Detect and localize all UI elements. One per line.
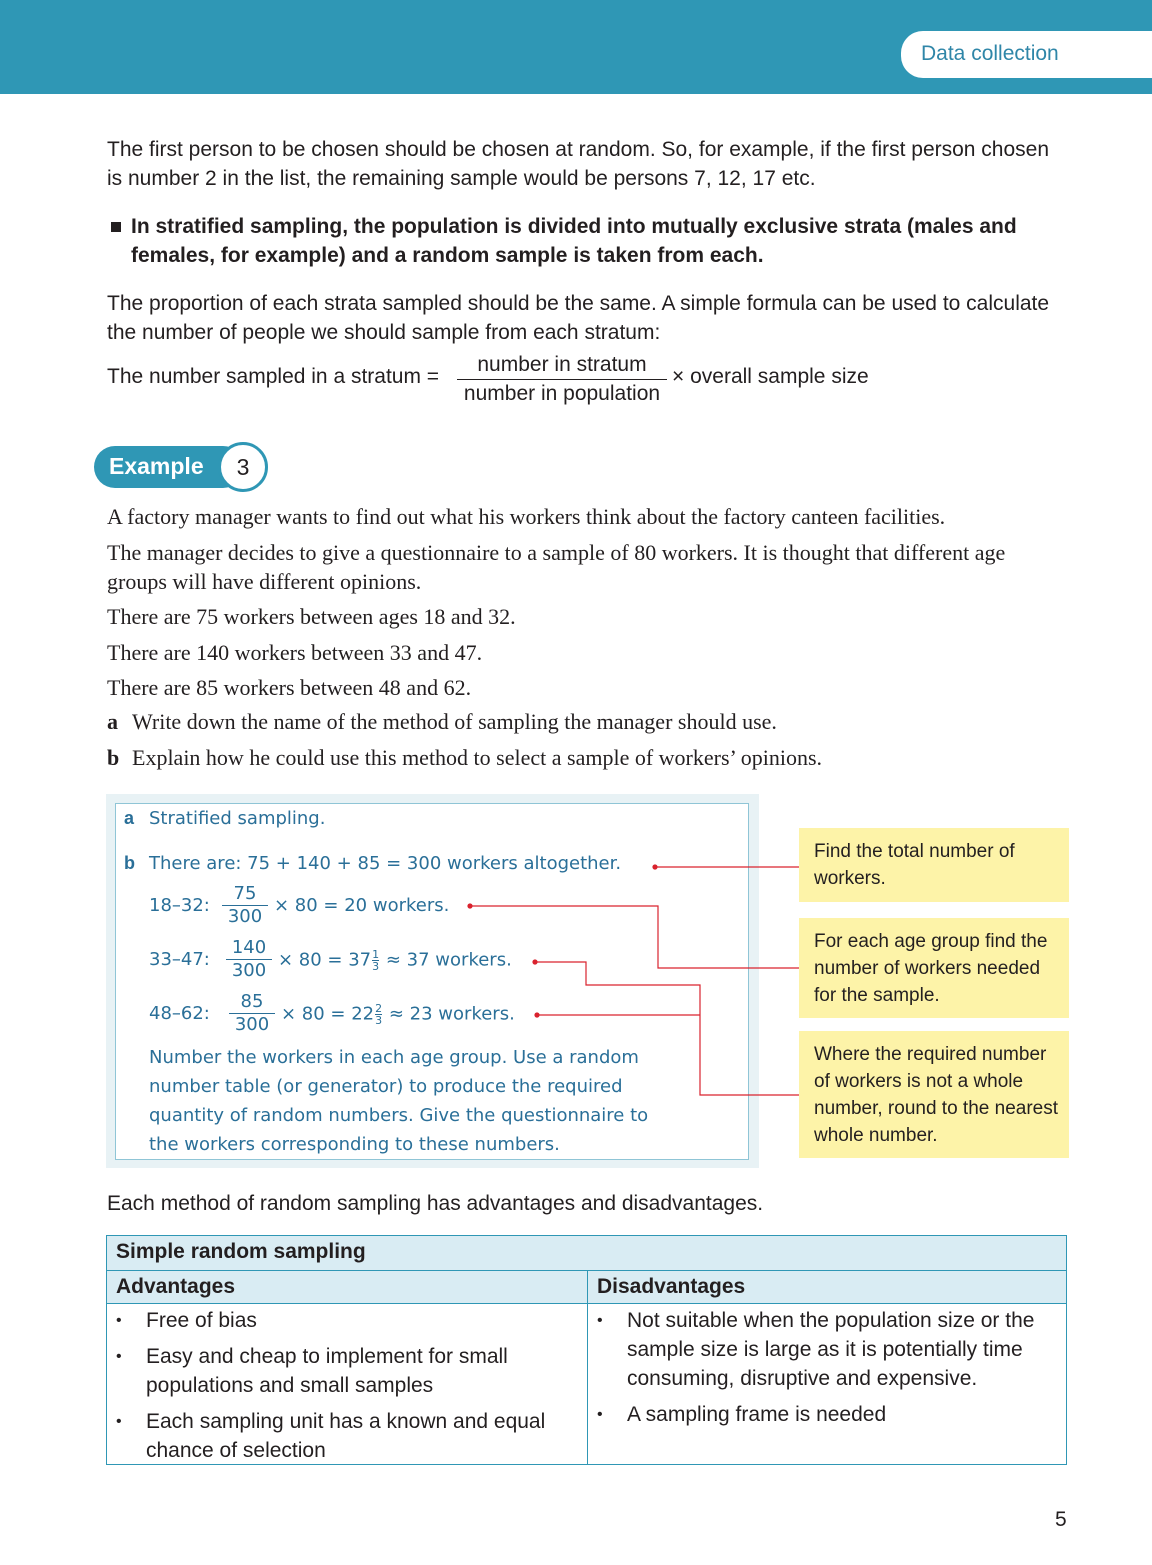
formula-lhs: The number sampled in a stratum = [107,365,440,388]
solution-b-label: b [124,853,135,873]
age-group-label: 18–32: [149,895,210,916]
age-group-label: 33–47: [149,949,210,970]
note-text: Find the total number of workers. [814,841,1015,889]
example-line: There are 140 workers between 33 and 47. [107,640,483,665]
mixed-numerator: 2 [375,1002,383,1015]
table-title-row [107,1236,1066,1271]
mixed-numerator: 1 [372,948,380,961]
formula-denominator: number in population [463,382,661,405]
key-point: In stratified sampling, the population is divided into mutually exclusive strata (males and females, for example) and a random sample is taken from each. [131,215,1017,267]
rounded-result: ≈ 37 workers. [385,949,512,971]
fraction-denominator: 300 [229,1013,275,1036]
proportion-paragraph: The proportion of each strata sampled should be the same. A simple formula can be used to calculate the number of people we should sample from each stratum: [107,292,1050,344]
connector-line [535,962,799,1095]
age-group-label: 48–62: [149,1003,210,1024]
disadvantage-item: A sampling frame is needed [627,1403,887,1426]
disadvantage-item: Not suitable when the population size or the sample size is large as it is potentially time consuming, disruptive and expensive. [627,1309,1035,1390]
connector-line [470,906,799,968]
intro-paragraph: The first person to be chosen should be chosen at random. So, for example, if the first person chosen is number 2 in the list, the remaining sample would be persons 7, 12, 17 etc. [107,138,1050,190]
fraction-denominator: 300 [222,905,268,928]
solution-b-text: There are: 75 + 140 + 85 = 300 workers altogether. [149,853,622,874]
solution-a-label: a [124,808,135,828]
question-label: b [107,745,120,770]
advantages-header [107,1271,587,1304]
advantage-item: Free of bias [146,1309,257,1332]
table-title: Simple random sampling [116,1240,366,1263]
column-divider [587,1271,588,1465]
note-text: Where the required number of workers is not a whole number, round to the nearest whole number. [814,1044,1058,1146]
bullet-icon: • [116,1413,122,1430]
example-line: The manager decides to give a questionnaire to a sample of 80 workers. It is thought that different age groups will have different opinions. [107,540,1006,594]
advantage-item: Each sampling unit has a known and equal chance of selection [146,1410,546,1462]
example-line: A factory manager wants to find out what his workers think about the factory canteen facilities. [107,504,946,529]
example-label: Example [109,453,204,479]
example-line: There are 85 workers between 48 and 62. [107,675,472,700]
rounded-result: ≈ 23 workers. [388,1003,515,1025]
bullet-icon: • [597,1406,603,1423]
advantages-header-label: Advantages [116,1275,236,1298]
fraction-numerator: 85 [240,991,264,1012]
fraction-denominator: 300 [226,959,272,982]
mixed-denominator: 3 [372,960,380,973]
example-line: There are 75 workers between ages 18 and 32. [107,604,516,629]
bullet-icon: • [597,1312,603,1329]
example-number: 3 [218,442,268,492]
advantage-item: Easy and cheap to implement for small populations and small samples [146,1345,508,1397]
disadvantages-header [588,1271,1066,1304]
page-number: 5 [1055,1508,1067,1531]
section-title: Data collection [921,42,1059,65]
sampling-table [106,1235,1067,1465]
result-value: × 80 = 37 [278,949,372,971]
note-text: For each age group find the number of workers needed for the sample. [814,931,1048,1006]
question-text: Explain how he could use this method to select a sample of workers’ opinions. [132,745,823,770]
result-value: × 80 = 22 [281,1003,375,1025]
solution-explanation: Number the workers in each age group. Use a random number table (or generator) to produce the required quantity of random numbers. Give the questionnaire to the workers corresponding to these numbers. [149,1047,649,1155]
sample-result: × 80 = 20 workers. [274,895,450,916]
fraction-numerator: 75 [233,883,257,904]
question-text: Write down the name of the method of sampling the manager should use. [132,709,777,734]
table-caption: Each method of random sampling has advantages and disadvantages. [107,1192,764,1215]
formula-numerator: number in stratum [477,353,647,376]
solution-a-text: Stratified sampling. [149,808,326,829]
fraction-numerator: 140 [231,937,267,958]
disadvantages-header-label: Disadvantages [597,1275,746,1298]
formula-rhs: × overall sample size [672,365,869,388]
mixed-denominator: 3 [375,1014,383,1027]
bullet-icon: • [116,1312,122,1329]
question-label: a [107,709,118,734]
bullet-icon: • [116,1348,122,1365]
